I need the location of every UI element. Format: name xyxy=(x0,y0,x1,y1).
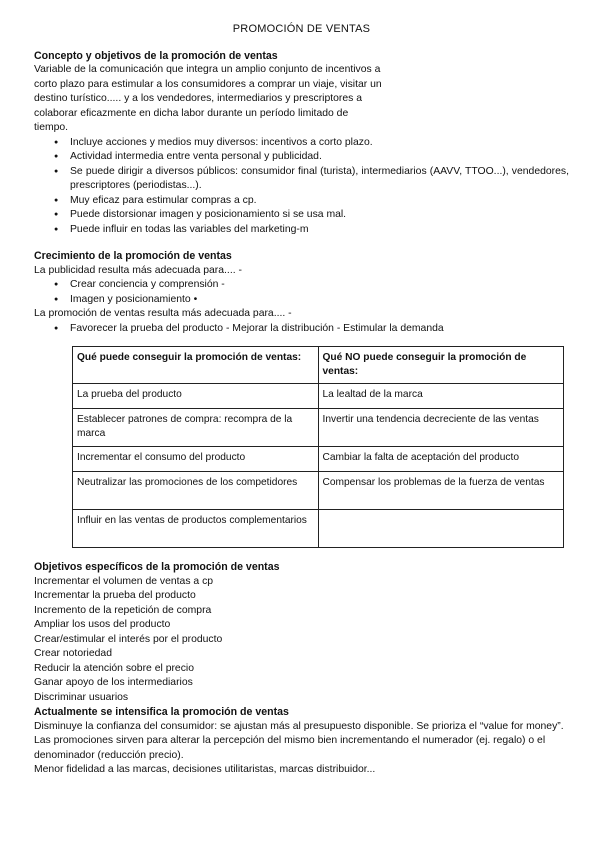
table-cell: Compensar los problemas de la fuerza de ventas xyxy=(318,472,564,510)
intro-line: Variable de la comunicación que integra un amplio conjunto de incentivos a xyxy=(34,64,381,75)
list-item: ● Puede influir en todas las variables del marketing-m xyxy=(70,223,569,238)
list-item: ● Se puede dirigir a diversos públicos: consumidor final (turista), intermediarios (AAVV, TTOO...), vendedores, prescriptores (periodistas...). xyxy=(70,165,569,194)
list-item: ● Actividad intermedia entre venta personal y publicidad. xyxy=(70,150,569,165)
table-row xyxy=(73,409,564,447)
list-item: ● Incluye acciones y medios muy diversos: incentivos a corto plazo. xyxy=(70,136,569,151)
table-row xyxy=(73,384,564,409)
table-row xyxy=(73,472,564,510)
advertising-bullet-list xyxy=(34,278,569,307)
table-row xyxy=(73,510,564,548)
intro-line: destino turístico..... y a los vendedores, intermediarios y prescriptores a xyxy=(34,93,363,104)
advertising-line: La publicidad resulta más adecuada para.... - xyxy=(34,264,242,276)
table-header-cannot: Qué NO puede conseguir la promoción de ventas: xyxy=(318,347,564,384)
table-row xyxy=(73,447,564,472)
document-title: PROMOCIÓN DE VENTAS xyxy=(232,23,371,35)
list-item: Incrementar la prueba del producto xyxy=(34,590,196,601)
table-header-row xyxy=(73,347,564,384)
list-item: Incremento de la repetición de compra xyxy=(34,604,212,616)
list-item: Discriminar usuarios xyxy=(34,691,129,703)
list-item: Ampliar los usos del producto xyxy=(34,619,171,630)
concept-bullet-list xyxy=(34,136,569,238)
section-growth-heading: Crecimiento de la promoción de ventas xyxy=(34,250,232,262)
table-cell xyxy=(318,510,564,548)
concept-intro xyxy=(34,63,414,136)
intro-line: corto plazo para estimular a los consumidores a comprar un viaje, visitar un xyxy=(34,78,382,90)
table-cell: La prueba del producto xyxy=(73,384,319,409)
table-cell: Neutralizar las promociones de los competidores xyxy=(73,472,319,510)
list-item: ● Crear conciencia y comprensión - xyxy=(70,278,569,293)
list-item: Reducir la atención sobre el precio xyxy=(34,662,194,674)
section-intensify-heading: Actualmente se intensifica la promoción de ventas xyxy=(34,706,289,718)
table-cell: La lealtad de la marca xyxy=(318,384,564,409)
can-cannot-table xyxy=(72,346,564,548)
intro-line: tiempo. xyxy=(34,122,69,133)
table-cell: Incrementar el consumo del producto xyxy=(73,447,319,472)
table-cell: Establecer patrones de compra: recompra de la marca xyxy=(73,409,319,447)
paragraph: Disminuye la confianza del consumidor: se ajustan más al presupuesto disponible. Se prioriza el “value for money”. xyxy=(34,720,564,732)
table-cell: Cambiar la falta de aceptación del producto xyxy=(318,447,564,472)
section-concept-heading: Concepto y objetivos de la promoción de ventas xyxy=(34,49,278,62)
list-item: ● Favorecer la prueba del producto - Mejorar la distribución - Estimular la demanda xyxy=(70,322,569,337)
objectives-list xyxy=(34,575,569,706)
table-cell: Influir en las ventas de productos complementarios xyxy=(73,510,319,548)
list-item: Crear notoriedad xyxy=(34,648,112,659)
list-item: Ganar apoyo de los intermediarios xyxy=(34,677,193,688)
section-objectives-heading: Objetivos específicos de la promoción de ventas xyxy=(34,561,280,573)
list-item: Crear/estimular el interés por el producto xyxy=(34,633,223,645)
table-header-can: Qué puede conseguir la promoción de ventas: xyxy=(73,347,319,384)
promotion-line: La promoción de ventas resulta más adecuada para.... - xyxy=(34,308,292,319)
paragraph: Menor fidelidad a las marcas, decisiones utilitaristas, marcas distribuidor... xyxy=(34,764,376,775)
list-item: Incrementar el volumen de ventas a cp xyxy=(34,575,214,587)
intro-line: colaborar eficazmente en dicha labor durante un período limitado de xyxy=(34,107,349,119)
paragraph: Las promociones sirven para alterar la percepción del mismo bien incrementando el numerador (ej. regalo) o el denominador (reducción precio). xyxy=(34,735,546,761)
list-item: ● Imagen y posicionamiento • xyxy=(70,293,569,308)
table-cell: Invertir una tendencia decreciente de las ventas xyxy=(318,409,564,447)
list-item: ● Muy eficaz para estimular compras a cp. xyxy=(70,194,569,209)
promotion-bullet-list xyxy=(34,322,569,337)
list-item: ● Puede distorsionar imagen y posicionamiento si se usa mal. xyxy=(70,208,569,223)
document-page xyxy=(34,22,569,778)
